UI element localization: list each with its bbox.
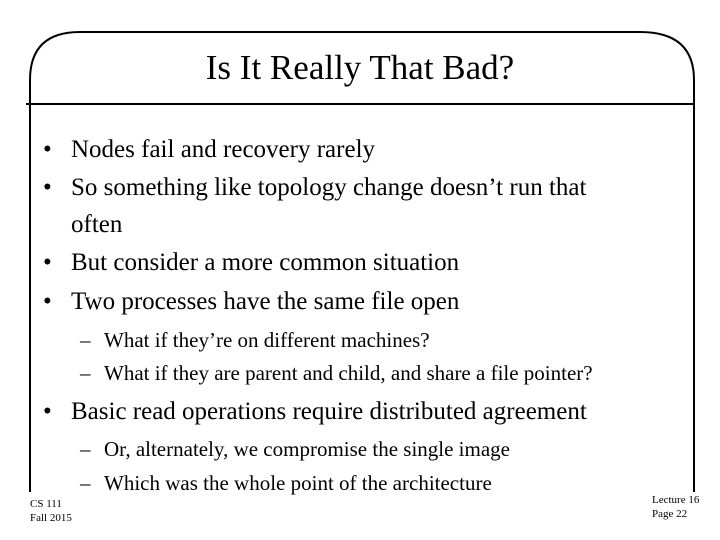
bullet-text: But consider a more common situation: [71, 249, 460, 276]
sub-bullet-marker: –: [80, 437, 91, 461]
sub-bullet-text: Which was the whole point of the architecture: [104, 471, 492, 495]
bullet-marker: •: [43, 136, 52, 163]
sub-bullet-marker: –: [80, 471, 91, 495]
sub-bullet-marker: –: [80, 361, 91, 385]
sub-bullet-marker: –: [80, 328, 91, 352]
bullet-marker: •: [43, 398, 52, 425]
bullet-marker: •: [43, 174, 52, 201]
footer-course: CS 111: [30, 498, 62, 510]
slide-title: Is It Really That Bad?: [205, 48, 515, 87]
bullet-marker: •: [43, 288, 52, 315]
footer-page: Page 22: [652, 508, 688, 520]
bullet-text-continuation: often: [71, 211, 123, 238]
bullet-text: So something like topology change doesn’t run that: [71, 174, 587, 201]
footer-term: Fall 2015: [30, 512, 72, 524]
bullet-text: Basic read operations require distributed agreement: [71, 398, 587, 425]
bullet-marker: •: [43, 249, 52, 276]
sub-bullet-text: What if they are parent and child, and share a file pointer?: [104, 361, 593, 385]
sub-bullet-text: What if they’re on different machines?: [104, 328, 430, 352]
footer-lecture: Lecture 16: [652, 494, 700, 506]
sub-bullet-text: Or, alternately, we compromise the single image: [104, 437, 510, 461]
bullet-text: Nodes fail and recovery rarely: [71, 136, 376, 163]
bullet-text: Two processes have the same file open: [71, 288, 460, 315]
